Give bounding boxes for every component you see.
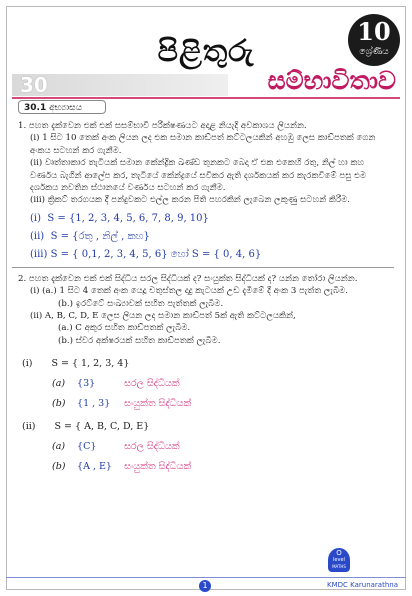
q1-part-3-text: ක්‍රිකට් තරගයක දී පන්දුවකට එල්ල කරන පිති පහරකින් ලැබෙන ලකුණු සටහන් කිරීම. xyxy=(47,195,351,206)
q1-part-2-text: වෘත්තාකාර තැටියක් සමාන කේන්ද්‍රික ඛණ්ඩ තුනකට බෙදා ඒ එක එකෙහි රතු, නිල් හා කහ වර්ණය බැගින් ආලේප කර, තැටියේ කේන්ද්‍රයේ සවිකර ඇති දර්ශකයක් කර කැරකවීමේ පසු එම දර්ශකය නවතින ස්ථානයේ වර්ණය සටහන් කර ගැනීම. xyxy=(30,158,367,194)
q2-answer-ii-set: S = { A, B, C, D, E} xyxy=(54,421,150,433)
q2-answer-i-a-set: {3} xyxy=(77,378,96,390)
q2-answer-i-set: S = { 1, 2, 3, 4} xyxy=(51,358,130,370)
q2-answer-i-a-type: සරල සිද්ධියක් xyxy=(124,378,180,390)
page-title: පිළිතුරු xyxy=(157,34,255,69)
q1-answers xyxy=(18,212,394,262)
q1-part-1-no: (i) xyxy=(30,133,40,144)
q1-part-3-no: (iii) xyxy=(30,195,45,206)
q1-answer-3 xyxy=(18,248,394,262)
q1-answer-1-no: (i) xyxy=(30,212,42,224)
q2-ii-b: (b.) ස්වර අක්ෂරයක් සහිත කාඩ්පතක් ලැබීම. xyxy=(58,335,221,346)
q2-answer-i-no: (i) xyxy=(22,358,33,370)
q2-answer-i xyxy=(18,357,394,370)
q2-i-b: (b.) ඉරට්ටේ සංඛ්‍යාවක් සහිත පැත්තක් ලැබීම. xyxy=(58,298,224,309)
header-divider xyxy=(12,97,400,99)
q1-part-1-text: 1 සිට 10 තෙක් අංක ලියන ලද එක සමාන කාඩ්පත් කට්ටලයකින් අහඹු ලෙස කාඩ්පතක් ගෙන අංකය සටහන් කර ගැනීම. xyxy=(30,133,376,156)
q2-stem: 2. පහත දැක්වෙන එක් එක් සිද්ධිය සරල සිද්ධියක් ද? සංයුක්ත සිද්ධියක් ද? යන්න තෝරා ලියන්න. xyxy=(18,273,358,284)
section-number: 30.1 xyxy=(24,103,47,113)
footer-divider xyxy=(6,577,406,578)
q2-i-a: (i) (a.) 1 සිට 4 තෙක් අංක යෙදූ චතුස්තල දාදු කැටයක් උඩ දැමීමේ දී අංක 3 පැත්ත ලැබීම. xyxy=(30,286,348,297)
q1-answer-3-no: (iii) xyxy=(30,248,48,260)
q2-ii-stem: (ii) A, B, C, D, E ලෙස ලියන ලද සමාන කාඩ්පත් 5ක් ඇති කට්ටලයකින්, xyxy=(30,311,296,322)
q1-part-3 xyxy=(18,194,394,206)
grade-badge xyxy=(348,14,400,66)
olevel-maths-logo xyxy=(328,548,350,572)
q2-answer-ii-b-set: {A , E} xyxy=(77,461,112,473)
q1-answer-3-text: S = { 0,1, 2, 3, 4, 5, 6} හෝ S = { 0, 4, 6} xyxy=(50,248,262,260)
q1-part-2 xyxy=(18,157,394,194)
q1-stem: 1. පහත දැක්වෙන එක් එක් සසම්භාවී පරීක්ෂණයට අදාළ නියැදි අවකාශය ලියන්න. xyxy=(18,121,307,131)
grade-label: ශ්‍රේණිය xyxy=(359,47,389,57)
q2-answer-i-a-label: (a) xyxy=(52,378,66,390)
q2-answer-i-a xyxy=(18,377,394,390)
page-number: 1 xyxy=(199,580,211,592)
author-name: KMDC Karunarathna xyxy=(326,581,398,589)
q2-answer-ii-b xyxy=(18,460,394,473)
q2-ii-a: (a.) C අකුර සහිත කාඩ්පතක් ලැබීම. xyxy=(58,323,191,334)
q1-part-2-no: (ii) xyxy=(30,158,43,169)
q2-answer-ii-a-type: සරල සිද්ධියක් xyxy=(124,441,180,453)
logo-o: O xyxy=(336,549,342,557)
q2-answer-i-b xyxy=(18,397,394,410)
q2-answer-ii-no: (ii) xyxy=(22,421,36,433)
q2-answer-ii xyxy=(18,420,394,433)
q1-answer-1 xyxy=(18,212,394,226)
q1-part-1 xyxy=(18,132,394,157)
q2-answer-ii-b-label: (b) xyxy=(52,461,66,473)
chapter-number: 30 xyxy=(20,73,48,97)
q1-answer-2-text: S = {රතු , නිල් , කහ} xyxy=(50,230,150,242)
q2-answer-ii-a-set: {C} xyxy=(77,441,97,453)
q2-answer-i-b-label: (b) xyxy=(52,398,66,410)
grade-number: 10 xyxy=(357,17,391,46)
section-label: අභ්‍යාසය xyxy=(49,103,83,113)
q1-answer-1-text: S = {1, 2, 3, 4, 5, 6, 7, 8, 9, 10} xyxy=(47,212,209,224)
q2-answer-ii-a-label: (a) xyxy=(52,441,66,453)
content xyxy=(18,120,394,480)
q2-answer-i-b-type: සංයුක්ත සිද්ධියක් xyxy=(124,398,192,410)
divider xyxy=(12,267,394,268)
chapter-title: සම්භාවිතාව xyxy=(267,66,396,95)
logo-level: level xyxy=(333,557,345,563)
q2-answer-ii-a xyxy=(18,440,394,453)
section-tab xyxy=(18,100,106,114)
q2-answer-ii-b-type: සංයුක්ත සිද්ධියක් xyxy=(124,461,192,473)
logo-maths: MATHS xyxy=(332,564,346,569)
q2-answer-i-b-set: {1 , 3} xyxy=(77,398,111,410)
q1-answer-2 xyxy=(18,230,394,244)
q1-answer-2-no: (ii) xyxy=(30,230,45,242)
